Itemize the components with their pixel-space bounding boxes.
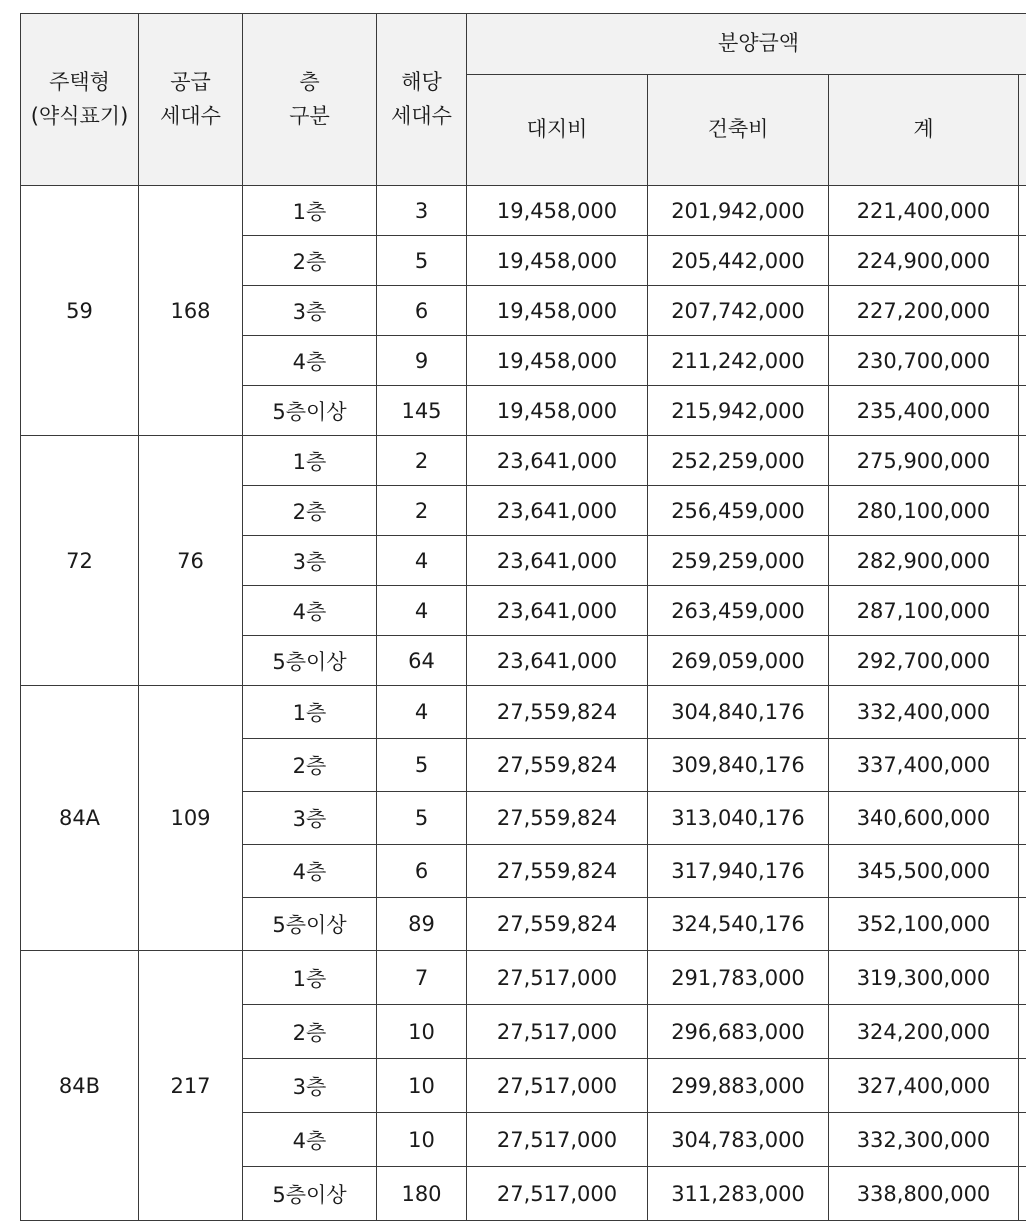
cell-floor: 5층이상 xyxy=(243,636,377,686)
cell-units: 3 xyxy=(377,186,467,236)
cell-cutoff xyxy=(1019,236,1026,286)
cell-units: 4 xyxy=(377,686,467,739)
cell-cutoff xyxy=(1019,845,1026,898)
cell-cutoff xyxy=(1019,186,1026,236)
cell-building-cost: 299,883,000 xyxy=(648,1059,829,1113)
cell-land-cost: 27,559,824 xyxy=(467,898,648,951)
cell-building-cost: 207,742,000 xyxy=(648,286,829,336)
cell-cutoff xyxy=(1019,1059,1026,1113)
cell-cutoff xyxy=(1019,951,1026,1005)
cell-land-cost: 23,641,000 xyxy=(467,536,648,586)
cell-land-cost: 27,517,000 xyxy=(467,1005,648,1059)
cell-land-cost: 23,641,000 xyxy=(467,636,648,686)
cell-floor: 4층 xyxy=(243,845,377,898)
cell-supply-units: 76 xyxy=(139,436,243,686)
cell-land-cost: 27,517,000 xyxy=(467,951,648,1005)
cell-supply-units: 109 xyxy=(139,686,243,951)
cell-building-cost: 291,783,000 xyxy=(648,951,829,1005)
cell-cutoff xyxy=(1019,586,1026,636)
cell-housing-type: 72 xyxy=(21,436,139,686)
cell-building-cost: 252,259,000 xyxy=(648,436,829,486)
cell-cutoff xyxy=(1019,286,1026,336)
cell-units: 10 xyxy=(377,1005,467,1059)
cell-land-cost: 19,458,000 xyxy=(467,286,648,336)
cell-land-cost: 23,641,000 xyxy=(467,436,648,486)
cell-cutoff xyxy=(1019,336,1026,386)
cell-floor: 3층 xyxy=(243,536,377,586)
cell-floor: 4층 xyxy=(243,586,377,636)
cell-units: 6 xyxy=(377,845,467,898)
cell-total: 230,700,000 xyxy=(829,336,1019,386)
cell-total: 227,200,000 xyxy=(829,286,1019,336)
header-housing-type: 주택형 (약식표기) xyxy=(21,14,139,186)
cell-total: 338,800,000 xyxy=(829,1167,1019,1221)
cell-land-cost: 23,641,000 xyxy=(467,586,648,636)
cell-units: 4 xyxy=(377,536,467,586)
cell-total: 345,500,000 xyxy=(829,845,1019,898)
table-body xyxy=(21,186,1026,1221)
header-building-cost: 건축비 xyxy=(648,75,829,186)
cell-building-cost: 259,259,000 xyxy=(648,536,829,586)
cell-floor: 2층 xyxy=(243,1005,377,1059)
cell-units: 7 xyxy=(377,951,467,1005)
cell-building-cost: 317,940,176 xyxy=(648,845,829,898)
cell-floor: 4층 xyxy=(243,336,377,386)
header-cutoff xyxy=(1019,75,1026,186)
header-sale-price: 분양금액 xyxy=(467,14,1026,75)
price-table xyxy=(20,13,1026,1221)
cell-units: 145 xyxy=(377,386,467,436)
cell-units: 5 xyxy=(377,236,467,286)
header-applicable-units: 해당 세대수 xyxy=(377,14,467,186)
cell-building-cost: 205,442,000 xyxy=(648,236,829,286)
cell-total: 221,400,000 xyxy=(829,186,1019,236)
cell-total: 337,400,000 xyxy=(829,739,1019,792)
cell-land-cost: 27,559,824 xyxy=(467,686,648,739)
cell-building-cost: 311,283,000 xyxy=(648,1167,829,1221)
cell-housing-type: 84B xyxy=(21,951,139,1221)
cell-floor: 5층이상 xyxy=(243,898,377,951)
cell-building-cost: 324,540,176 xyxy=(648,898,829,951)
table-row xyxy=(21,436,1026,486)
cell-units: 10 xyxy=(377,1113,467,1167)
cell-cutoff xyxy=(1019,1005,1026,1059)
cell-land-cost: 19,458,000 xyxy=(467,236,648,286)
cell-total: 235,400,000 xyxy=(829,386,1019,436)
cell-total: 352,100,000 xyxy=(829,898,1019,951)
cell-total: 332,300,000 xyxy=(829,1113,1019,1167)
cell-building-cost: 201,942,000 xyxy=(648,186,829,236)
cell-floor: 3층 xyxy=(243,792,377,845)
cell-floor: 1층 xyxy=(243,436,377,486)
cell-floor: 3층 xyxy=(243,1059,377,1113)
cell-housing-type: 84A xyxy=(21,686,139,951)
cell-units: 2 xyxy=(377,436,467,486)
cell-building-cost: 313,040,176 xyxy=(648,792,829,845)
cell-floor: 4층 xyxy=(243,1113,377,1167)
cell-units: 5 xyxy=(377,792,467,845)
cell-cutoff xyxy=(1019,898,1026,951)
cell-floor: 2층 xyxy=(243,486,377,536)
cell-cutoff xyxy=(1019,386,1026,436)
cell-floor: 2층 xyxy=(243,739,377,792)
table-header xyxy=(21,14,1026,186)
cell-floor: 2층 xyxy=(243,236,377,286)
cell-building-cost: 256,459,000 xyxy=(648,486,829,536)
cell-building-cost: 215,942,000 xyxy=(648,386,829,436)
cell-cutoff xyxy=(1019,739,1026,792)
cell-building-cost: 296,683,000 xyxy=(648,1005,829,1059)
cell-land-cost: 27,559,824 xyxy=(467,739,648,792)
cell-land-cost: 19,458,000 xyxy=(467,386,648,436)
cell-units: 6 xyxy=(377,286,467,336)
cell-floor: 5층이상 xyxy=(243,386,377,436)
cell-building-cost: 304,783,000 xyxy=(648,1113,829,1167)
cell-housing-type: 59 xyxy=(21,186,139,436)
cell-building-cost: 269,059,000 xyxy=(648,636,829,686)
cell-land-cost: 19,458,000 xyxy=(467,186,648,236)
header-total: 계 xyxy=(829,75,1019,186)
cell-building-cost: 304,840,176 xyxy=(648,686,829,739)
cell-units: 9 xyxy=(377,336,467,386)
cell-cutoff xyxy=(1019,486,1026,536)
cell-units: 2 xyxy=(377,486,467,536)
cell-cutoff xyxy=(1019,436,1026,486)
cell-total: 319,300,000 xyxy=(829,951,1019,1005)
table-row xyxy=(21,186,1026,236)
cell-land-cost: 23,641,000 xyxy=(467,486,648,536)
cell-floor: 1층 xyxy=(243,186,377,236)
cell-building-cost: 263,459,000 xyxy=(648,586,829,636)
cell-floor: 5층이상 xyxy=(243,1167,377,1221)
cell-total: 324,200,000 xyxy=(829,1005,1019,1059)
cell-floor: 3층 xyxy=(243,286,377,336)
cell-supply-units: 217 xyxy=(139,951,243,1221)
cell-floor: 1층 xyxy=(243,951,377,1005)
table-row xyxy=(21,951,1026,1005)
cell-cutoff xyxy=(1019,1113,1026,1167)
cell-total: 287,100,000 xyxy=(829,586,1019,636)
cell-total: 224,900,000 xyxy=(829,236,1019,286)
cell-units: 10 xyxy=(377,1059,467,1113)
header-floor-category: 층 구분 xyxy=(243,14,377,186)
cell-cutoff xyxy=(1019,792,1026,845)
cell-units: 4 xyxy=(377,586,467,636)
cell-total: 340,600,000 xyxy=(829,792,1019,845)
cell-land-cost: 27,517,000 xyxy=(467,1167,648,1221)
header-supply-units: 공급 세대수 xyxy=(139,14,243,186)
cell-units: 5 xyxy=(377,739,467,792)
cell-total: 332,400,000 xyxy=(829,686,1019,739)
cell-cutoff xyxy=(1019,686,1026,739)
cell-floor: 1층 xyxy=(243,686,377,739)
cell-units: 64 xyxy=(377,636,467,686)
table-row xyxy=(21,686,1026,739)
cell-cutoff xyxy=(1019,536,1026,586)
cell-land-cost: 19,458,000 xyxy=(467,336,648,386)
cell-land-cost: 27,517,000 xyxy=(467,1059,648,1113)
cell-supply-units: 168 xyxy=(139,186,243,436)
price-table-container xyxy=(20,13,1026,1223)
cell-total: 282,900,000 xyxy=(829,536,1019,586)
cell-units: 180 xyxy=(377,1167,467,1221)
cell-total: 275,900,000 xyxy=(829,436,1019,486)
cell-building-cost: 309,840,176 xyxy=(648,739,829,792)
cell-building-cost: 211,242,000 xyxy=(648,336,829,386)
cell-total: 327,400,000 xyxy=(829,1059,1019,1113)
cell-land-cost: 27,559,824 xyxy=(467,845,648,898)
header-land-cost: 대지비 xyxy=(467,75,648,186)
cell-cutoff xyxy=(1019,636,1026,686)
cell-units: 89 xyxy=(377,898,467,951)
cell-land-cost: 27,559,824 xyxy=(467,792,648,845)
cell-total: 292,700,000 xyxy=(829,636,1019,686)
cell-land-cost: 27,517,000 xyxy=(467,1113,648,1167)
cell-cutoff xyxy=(1019,1167,1026,1221)
cell-total: 280,100,000 xyxy=(829,486,1019,536)
